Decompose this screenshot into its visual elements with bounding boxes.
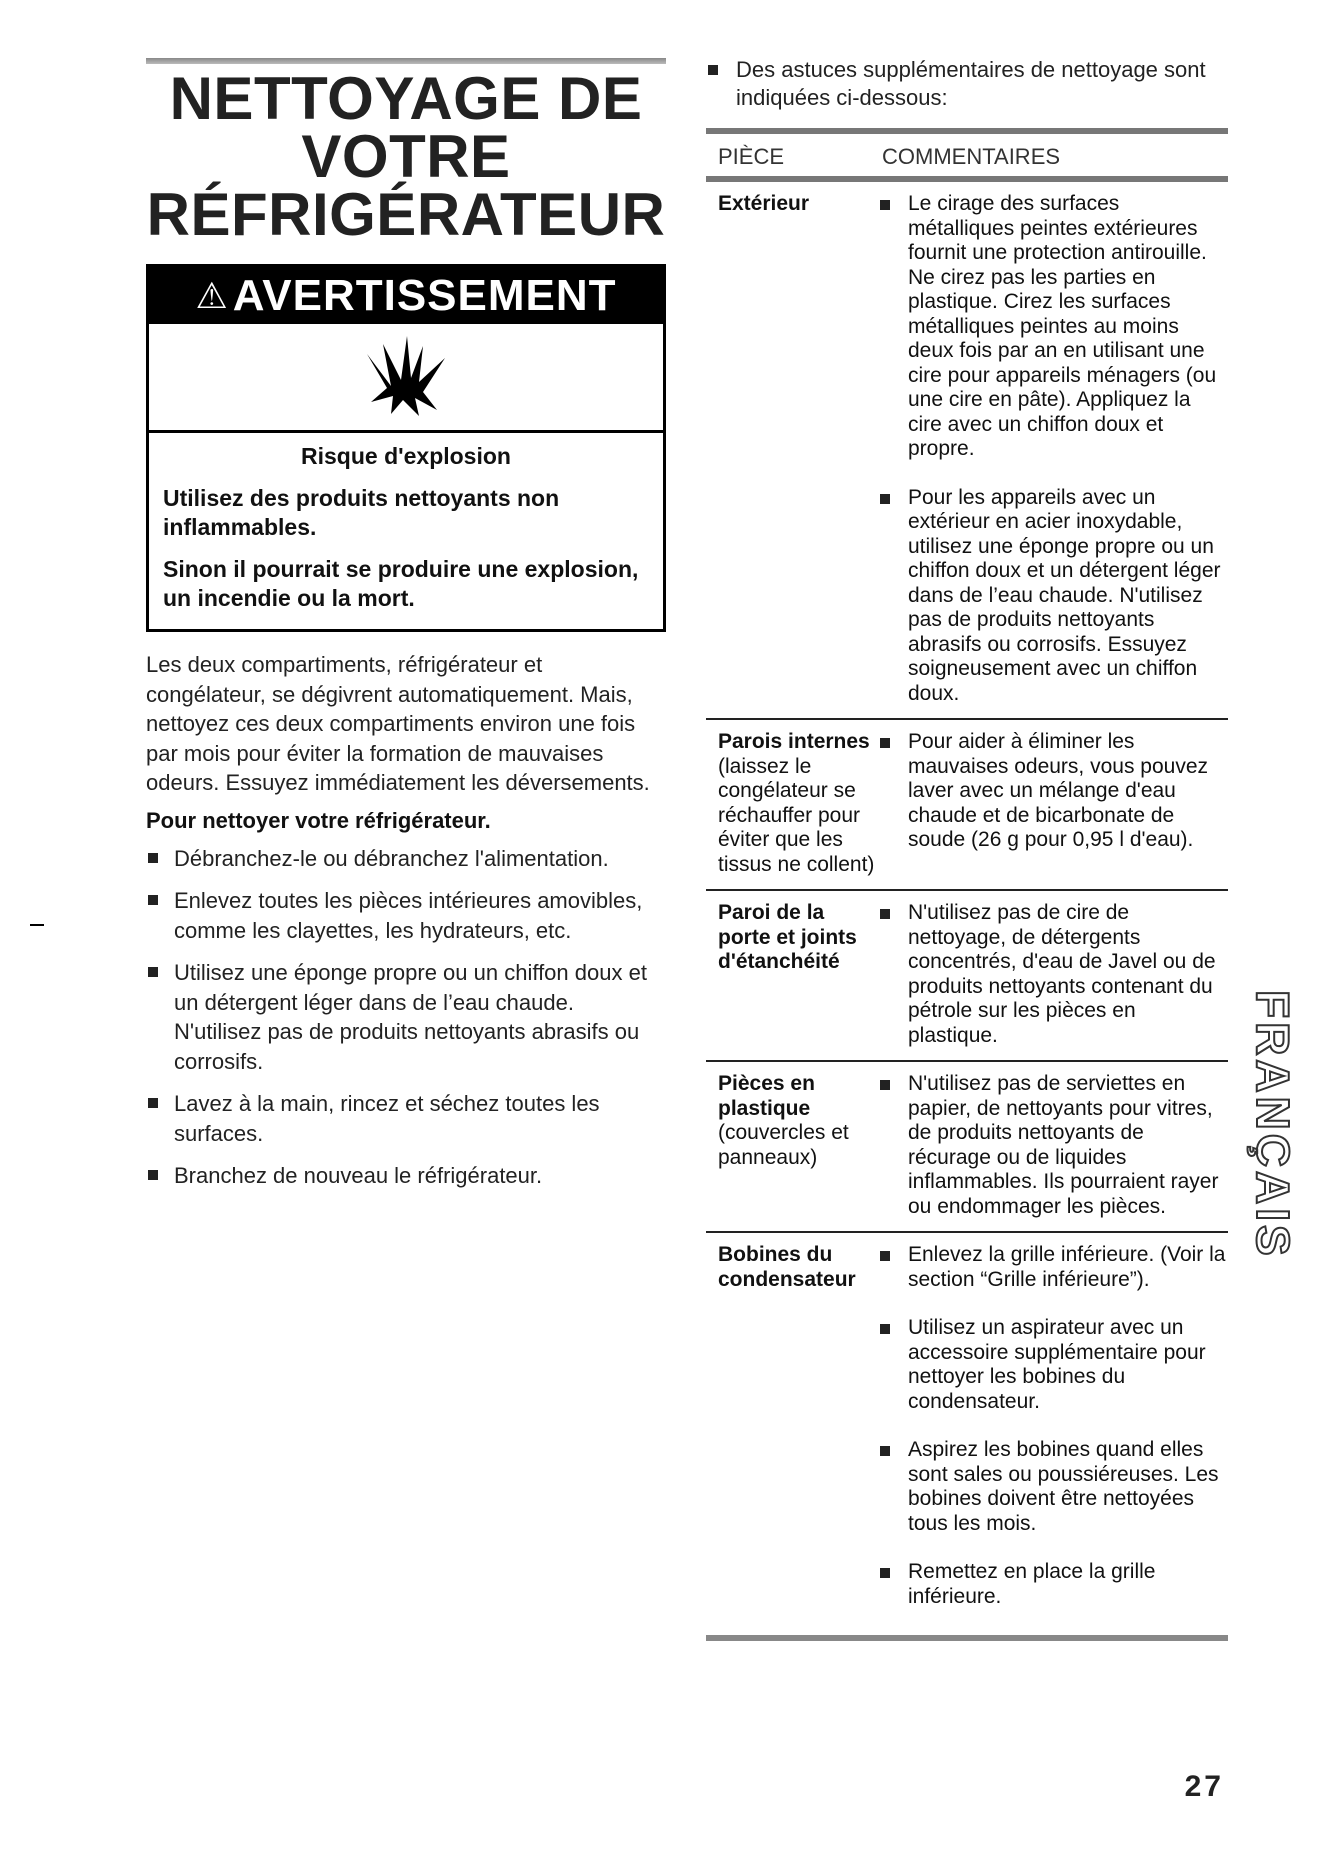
- bullet-square-icon: [880, 494, 890, 504]
- piece-cell: [706, 1232, 878, 1621]
- comment-item: [878, 1243, 1228, 1292]
- bullet-square-icon: [148, 1098, 158, 1108]
- piece-cell: [706, 890, 878, 1061]
- comment-text: Enlevez la grille inférieure. (Voir la section “Grille inférieure”).: [908, 1243, 1226, 1291]
- intro-paragraph: Les deux compartiments, réfrigérateur et congélateur, se dégivrent automatiquement. Mais, nettoyez ces deux compartiments environ une fois par mois pour éviter la formation de mauvaises odeurs. Essuyez immédiatement les déversements.: [146, 652, 650, 795]
- comment-item: [878, 1560, 1228, 1609]
- step-text: Lavez à la main, rincez et séchez toutes les surfaces.: [174, 1091, 600, 1146]
- bullet-square-icon: [148, 853, 158, 863]
- step-item: [146, 886, 666, 945]
- piece-name: Paroi de la porte et joints d'étanchéité: [718, 901, 857, 973]
- table-row: [706, 1232, 1228, 1621]
- piece-cell: [706, 179, 878, 719]
- comment-cell: [878, 1061, 1228, 1232]
- comment-item: [878, 192, 1228, 462]
- comment-text: N'utilisez pas de cire de nettoyage, de détergents concentrés, d'eau de Javel ou de produits nettoyants contenant du pétrole sur les pièces en plastique.: [908, 901, 1216, 1047]
- bullet-square-icon: [880, 1446, 890, 1456]
- page-title: [146, 65, 666, 248]
- comment-item: [878, 901, 1228, 1048]
- bullet-square-icon: [880, 1568, 890, 1578]
- table-row: [706, 719, 1228, 890]
- piece-name: Pièces en plastique: [718, 1072, 815, 1120]
- bullet-square-icon: [708, 65, 718, 75]
- piece-detail: (laissez le congélateur se réchauffer pour éviter que les tissus ne collent): [718, 754, 875, 876]
- margin-mark: [30, 924, 44, 926]
- comment-item: [878, 730, 1228, 853]
- steps-list: [146, 844, 666, 1191]
- warning-header: [149, 267, 663, 324]
- bullet-square-icon: [880, 200, 890, 210]
- title-rule: [146, 58, 666, 64]
- comment-cell: [878, 1232, 1228, 1621]
- comment-text: Le cirage des surfaces métalliques peintes extérieures fournit une protection antirouille. Ne cirez pas les parties en plastique. Cirez les surfaces métalliques peintes au moins deux fois par an en utilisant une cire pour appareils ménagers (ou une cire en pâte). Appliquez la cire avec un chiffon doux et propre.: [908, 192, 1217, 460]
- step-item: [146, 958, 666, 1076]
- table-row: [706, 1061, 1228, 1232]
- comment-text: Utilisez un aspirateur avec un accessoire supplémentaire pour nettoyer les bobines du condensateur.: [908, 1316, 1206, 1413]
- tip-paragraph: [706, 56, 1228, 112]
- left-column: [146, 58, 666, 1204]
- piece-cell: [706, 1061, 878, 1232]
- comment-item: [878, 486, 1228, 707]
- explosion-icon-box: [149, 324, 663, 433]
- comment-text: Remettez en place la grille inférieure.: [908, 1560, 1156, 1608]
- piece-name: Parois internes: [718, 730, 870, 753]
- comment-cell: [878, 719, 1228, 890]
- piece-name: Bobines du condensateur: [718, 1243, 856, 1291]
- step-text: Branchez de nouveau le réfrigérateur.: [174, 1163, 543, 1188]
- title-line: RÉFRIGÉRATEUR: [146, 181, 666, 248]
- piece-cell: [706, 719, 878, 890]
- warning-header-label: AVERTISSEMENT: [232, 271, 617, 320]
- warning-triangle-icon: ⚠: [195, 275, 229, 316]
- bullet-square-icon: [880, 1324, 890, 1334]
- bullet-square-icon: [880, 738, 890, 748]
- bullet-square-icon: [880, 1251, 890, 1261]
- warning-line: Sinon il pourrait se produire une explosion, un incendie ou la mort.: [163, 556, 639, 611]
- step-text: Enlevez toutes les pièces intérieures amovibles, comme les clayettes, les hydrateurs, etc.: [174, 888, 643, 943]
- bullet-square-icon: [880, 1080, 890, 1090]
- comment-item: [878, 1438, 1228, 1536]
- comment-text: Aspirez les bobines quand elles sont sales ou poussiéreuses. Les bobines doivent être nettoyées tous les mois.: [908, 1438, 1219, 1535]
- explosion-icon: [361, 336, 451, 418]
- piece-detail: (couvercles et panneaux): [718, 1121, 849, 1169]
- warning-subtitle: Risque d'explosion: [301, 443, 511, 469]
- language-tab-label: FRANÇAIS: [1247, 990, 1299, 1260]
- piece-name: Extérieur: [718, 192, 810, 215]
- step-text: Utilisez une éponge propre ou un chiffon doux et un détergent léger dans de l’eau chaude. N'utilisez pas de produits nettoyants abrasifs ou corrosifs.: [174, 960, 647, 1074]
- comment-cell: [878, 890, 1228, 1061]
- comment-text: N'utilisez pas de serviettes en papier, de nettoyants pour vitres, de produits nettoyants de récurage ou de liquides inflammables. Ils pourraient rayer ou endommager les pièces.: [908, 1072, 1219, 1218]
- header-piece: PIÈCE: [706, 131, 878, 179]
- title-line: VOTRE: [301, 123, 511, 190]
- step-item: [146, 844, 666, 874]
- comment-cell: [878, 179, 1228, 719]
- steps-heading: Pour nettoyer votre réfrigérateur.: [146, 807, 491, 833]
- comment-item: [878, 1072, 1228, 1219]
- title-line: NETTOYAGE DE: [169, 65, 643, 132]
- bullet-square-icon: [148, 895, 158, 905]
- comment-text: Pour les appareils avec un extérieur en acier inoxydable, utilisez une éponge propre ou un chiffon doux et un détergent léger dans de l’eau chaude. N'utilisez pas de produits nettoyants abrasifs ou corrosifs. Essuyez soigneusement avec un chiffon doux.: [908, 485, 1221, 705]
- right-column: [706, 56, 1228, 1641]
- table-row: [706, 179, 1228, 719]
- header-comments: COMMENTAIRES: [878, 131, 1228, 179]
- warning-line: Utilisez des produits nettoyants non inflammables.: [163, 485, 560, 540]
- comment-item: [878, 1316, 1228, 1414]
- bullet-square-icon: [148, 1170, 158, 1180]
- page-number: 27: [1184, 1770, 1224, 1803]
- step-item: [146, 1161, 666, 1191]
- bullet-square-icon: [880, 909, 890, 919]
- comment-text: Pour aider à éliminer les mauvaises odeurs, vous pouvez laver avec un mélange d'eau chaude et de bicarbonate de soude (26 g pour 0,95 l d'eau).: [908, 730, 1208, 851]
- cleaning-table: [706, 128, 1228, 1621]
- language-tab: [1240, 990, 1300, 1260]
- bullet-square-icon: [148, 967, 158, 977]
- step-item: [146, 1089, 666, 1148]
- step-text: Débranchez-le ou débranchez l'alimentation.: [174, 845, 609, 871]
- warning-box: [146, 264, 666, 632]
- table-row: [706, 890, 1228, 1061]
- bottom-rule: [706, 1635, 1228, 1641]
- table-header-row: [706, 131, 1228, 179]
- tip-text: Des astuces supplémentaires de nettoyage sont indiquées ci-dessous:: [736, 57, 1206, 110]
